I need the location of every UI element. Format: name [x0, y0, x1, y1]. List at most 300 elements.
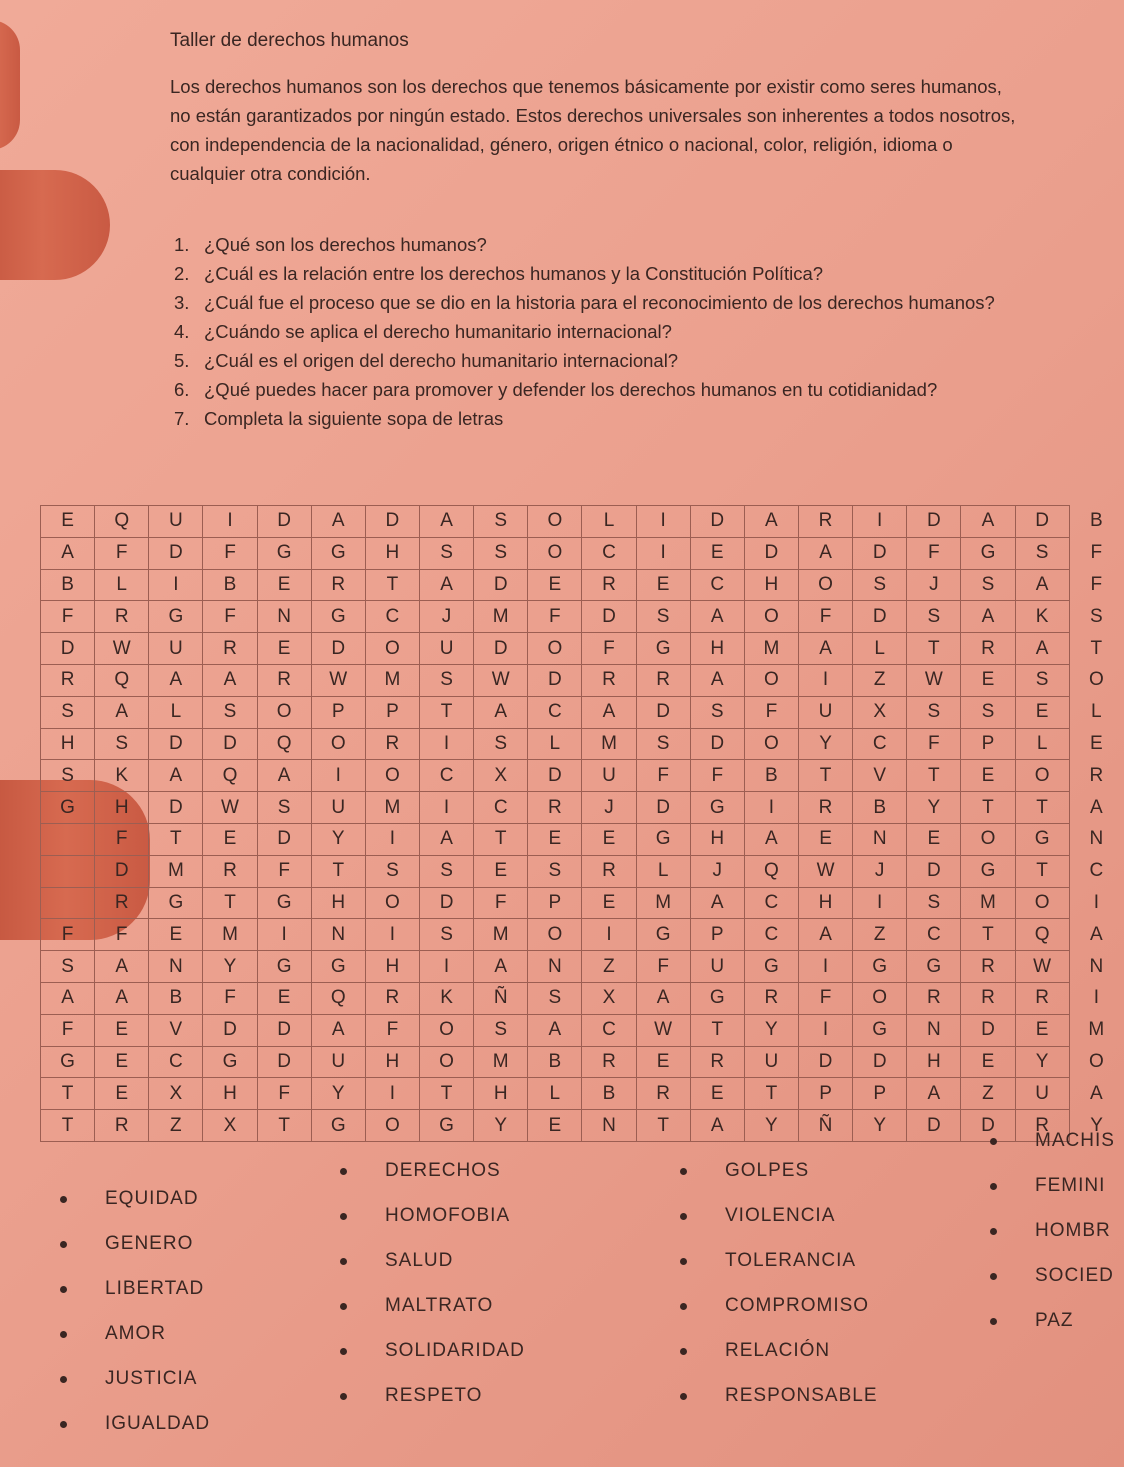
- word-list-item: SOLIDARIDAD: [385, 1340, 525, 1361]
- grid-cell: F: [95, 537, 149, 569]
- grid-cell: Q: [1015, 919, 1069, 951]
- grid-cell: Y: [744, 1014, 798, 1046]
- grid-cell: O: [744, 728, 798, 760]
- grid-cell: J: [419, 601, 473, 633]
- grid-cell: I: [311, 760, 365, 792]
- intro-paragraph: Los derechos humanos son los derechos que tenemos básicamente por existir como seres humanos, no están garantizados por ningún estado. Estos derechos universales son inherentes a todos nosotros, con independencia de la nacionalidad, género, origen étnico o nacional, color, religión, idioma o cualquier otra condición.: [170, 76, 1016, 184]
- grid-cell: J: [690, 855, 744, 887]
- grid-cell: T: [365, 569, 419, 601]
- grid-cell: N: [853, 823, 907, 855]
- grid-cell: E: [690, 537, 744, 569]
- grid-cell: I: [853, 506, 907, 538]
- grid-cell: [41, 887, 95, 919]
- grid-cell: S: [528, 855, 582, 887]
- grid-cell: L: [95, 569, 149, 601]
- grid-cell: S: [474, 537, 528, 569]
- grid-cell: F: [582, 633, 636, 665]
- grid-cell: S: [257, 792, 311, 824]
- grid-cell: Q: [311, 982, 365, 1014]
- grid-cell: B: [41, 569, 95, 601]
- grid-cell: F: [636, 951, 690, 983]
- grid-cell: B: [744, 760, 798, 792]
- grid-cell: C: [419, 760, 473, 792]
- grid-cell: T: [907, 760, 961, 792]
- grid-cell: F: [95, 823, 149, 855]
- word-list-item: HOMOFOBIA: [385, 1205, 511, 1226]
- grid-cell: E: [474, 855, 528, 887]
- grid-cell: R: [636, 1078, 690, 1110]
- grid-cell: T: [636, 1110, 690, 1142]
- grid-cell: N: [907, 1014, 961, 1046]
- grid-cell: N: [582, 1110, 636, 1142]
- grid-cell: A: [95, 951, 149, 983]
- word-list-item: FEMINI: [1035, 1175, 1106, 1196]
- bullet-icon: [340, 1303, 347, 1310]
- grid-cell: I: [257, 919, 311, 951]
- grid-cell: E: [203, 823, 257, 855]
- grid-cell: W: [798, 855, 852, 887]
- question-text: Completa la siguiente sopa de letras: [204, 408, 504, 429]
- word-list-item: JUSTICIA: [105, 1368, 198, 1389]
- grid-cell: A: [636, 982, 690, 1014]
- grid-cell: W: [907, 664, 961, 696]
- bullet-icon: [60, 1421, 67, 1428]
- grid-cell: B: [853, 792, 907, 824]
- grid-cell: P: [961, 728, 1015, 760]
- grid-cell: O: [1088, 669, 1104, 691]
- grid-cell: H: [365, 537, 419, 569]
- grid-cell: G: [311, 951, 365, 983]
- grid-cell: M: [1088, 1019, 1105, 1041]
- grid-cell: O: [528, 919, 582, 951]
- grid-cell: Y: [853, 1110, 907, 1142]
- grid-cell: O: [1088, 1050, 1104, 1072]
- question-text: ¿Cuál fue el proceso que se dio en la historia para el reconocimiento de los derechos humanos?: [204, 292, 995, 313]
- grid-cell: B: [528, 1046, 582, 1078]
- grid-cell: A: [149, 760, 203, 792]
- grid-cell: F: [1090, 573, 1103, 595]
- question-item: [174, 404, 1034, 433]
- grid-cell: U: [311, 792, 365, 824]
- grid-cell: A: [1015, 569, 1069, 601]
- grid-row: [41, 506, 1124, 538]
- grid-cell: T: [1015, 855, 1069, 887]
- grid-cell: J: [582, 792, 636, 824]
- grid-cell: V: [853, 760, 907, 792]
- grid-cell: O: [528, 633, 582, 665]
- question-item: [174, 288, 1034, 317]
- grid-cell: Y: [907, 792, 961, 824]
- grid-cell: N: [1089, 828, 1104, 850]
- grid-cell: H: [798, 887, 852, 919]
- grid-cell: R: [1015, 1110, 1069, 1142]
- grid-cell: D: [149, 792, 203, 824]
- question-text: ¿Qué puedes hacer para promover y defender los derechos humanos en tu cotidianidad?: [204, 379, 938, 400]
- grid-cell: F: [907, 537, 961, 569]
- grid-cell: T: [41, 1110, 95, 1142]
- grid-cell: Z: [149, 1110, 203, 1142]
- grid-cell: O: [257, 696, 311, 728]
- grid-cell: S: [636, 601, 690, 633]
- grid-cell: W: [203, 792, 257, 824]
- grid-cell: X: [149, 1078, 203, 1110]
- grid-cell: U: [798, 696, 852, 728]
- question-item: [174, 346, 1034, 375]
- word-list-item: TOLERANCIA: [725, 1250, 857, 1271]
- grid-row: [41, 919, 1124, 951]
- grid-cell: G: [636, 823, 690, 855]
- grid-cell: D: [853, 601, 907, 633]
- bullet-icon: [60, 1196, 67, 1203]
- grid-cell: S: [474, 506, 528, 538]
- word-list-item: RESPETO: [385, 1385, 483, 1406]
- grid-cell: A: [798, 633, 852, 665]
- grid-cell: A: [961, 506, 1015, 538]
- grid-cell: G: [690, 792, 744, 824]
- grid-cell: A: [1089, 796, 1103, 818]
- grid-cell: S: [365, 855, 419, 887]
- grid-cell: W: [636, 1014, 690, 1046]
- grid-cell: R: [1015, 982, 1069, 1014]
- bullet-icon: [340, 1348, 347, 1355]
- grid-cell: I: [365, 823, 419, 855]
- grid-cell: N: [257, 601, 311, 633]
- word-list-item: GENERO: [105, 1233, 194, 1254]
- grid-cell: L: [528, 728, 582, 760]
- grid-cell: K: [95, 760, 149, 792]
- grid-cell: B: [203, 569, 257, 601]
- grid-cell: M: [203, 919, 257, 951]
- grid-cell: L: [1015, 728, 1069, 760]
- grid-cell: M: [636, 887, 690, 919]
- grid-cell: F: [203, 537, 257, 569]
- grid-cell: G: [311, 1110, 365, 1142]
- grid-cell: I: [798, 664, 852, 696]
- grid-cell: X: [474, 760, 528, 792]
- grid-cell: Q: [257, 728, 311, 760]
- grid-cell: E: [257, 982, 311, 1014]
- grid-cell: M: [474, 919, 528, 951]
- grid-cell: R: [95, 1110, 149, 1142]
- grid-cell: M: [582, 728, 636, 760]
- grid-cell: R: [1089, 764, 1104, 786]
- grid-cell: S: [419, 664, 473, 696]
- grid-cell: N: [528, 951, 582, 983]
- grid-cell: I: [798, 951, 852, 983]
- word-list-item: PAZ: [1035, 1310, 1074, 1331]
- grid-row: [41, 855, 1124, 887]
- grid-cell: L: [1091, 701, 1102, 723]
- grid-cell: P: [311, 696, 365, 728]
- grid-cell: L: [149, 696, 203, 728]
- grid-cell: O: [798, 569, 852, 601]
- grid-cell: R: [311, 569, 365, 601]
- grid-cell: G: [744, 951, 798, 983]
- grid-cell: C: [690, 569, 744, 601]
- grid-cell: G: [41, 792, 95, 824]
- question-number: 5.: [174, 350, 190, 371]
- grid-cell: D: [961, 1014, 1015, 1046]
- grid-cell: I: [1093, 987, 1099, 1009]
- bullet-icon: [60, 1331, 67, 1338]
- grid-cell: C: [528, 696, 582, 728]
- grid-cell: D: [474, 633, 528, 665]
- grid-cell: G: [907, 951, 961, 983]
- grid-cell: F: [41, 1014, 95, 1046]
- word-list-item: AMOR: [105, 1323, 166, 1344]
- grid-cell: G: [961, 537, 1015, 569]
- grid-cell: O: [365, 887, 419, 919]
- question-item: [174, 317, 1034, 346]
- word-list-item: IGUALDAD: [105, 1413, 211, 1434]
- grid-cell: O: [1015, 887, 1069, 919]
- grid-cell: A: [690, 664, 744, 696]
- grid-cell: F: [365, 1014, 419, 1046]
- grid-cell: G: [311, 537, 365, 569]
- grid-cell: A: [528, 1014, 582, 1046]
- grid-cell: E: [690, 1078, 744, 1110]
- bullet-icon: [340, 1168, 347, 1175]
- grid-cell: [41, 823, 95, 855]
- question-text: ¿Qué son los derechos humanos?: [204, 234, 487, 255]
- grid-cell: G: [149, 601, 203, 633]
- grid-cell: P: [528, 887, 582, 919]
- grid-cell: I: [798, 1014, 852, 1046]
- grid-cell: K: [419, 982, 473, 1014]
- grid-cell: S: [41, 760, 95, 792]
- grid-cell: R: [961, 951, 1015, 983]
- grid-cell: S: [961, 696, 1015, 728]
- grid-cell: F: [203, 601, 257, 633]
- grid-cell: O: [311, 728, 365, 760]
- grid-row: [41, 887, 1124, 919]
- grid-cell: Q: [744, 855, 798, 887]
- grid-cell: R: [95, 887, 149, 919]
- grid-row: [41, 633, 1124, 665]
- grid-cell: S: [41, 696, 95, 728]
- grid-cell: D: [853, 1046, 907, 1078]
- grid-cell: D: [149, 537, 203, 569]
- grid-cell: Y: [1015, 1046, 1069, 1078]
- grid-cell: T: [41, 1078, 95, 1110]
- word-list-item: VIOLENCIA: [725, 1205, 836, 1226]
- grid-cell: F: [474, 887, 528, 919]
- grid-cell: D: [41, 633, 95, 665]
- grid-cell: G: [203, 1046, 257, 1078]
- grid-cell: G: [690, 982, 744, 1014]
- grid-row: [41, 664, 1124, 696]
- grid-cell: D: [690, 506, 744, 538]
- grid-cell: C: [853, 728, 907, 760]
- grid-cell: A: [1089, 923, 1103, 945]
- grid-cell: B: [1089, 510, 1103, 532]
- grid-cell: F: [41, 601, 95, 633]
- grid-cell: R: [365, 728, 419, 760]
- grid-row: [41, 951, 1124, 983]
- grid-cell: H: [690, 823, 744, 855]
- grid-cell: T: [744, 1078, 798, 1110]
- grid-cell: H: [907, 1046, 961, 1078]
- grid-cell: M: [744, 633, 798, 665]
- question-number: 2.: [174, 263, 190, 284]
- grid-cell: C: [744, 919, 798, 951]
- grid-cell: E: [582, 887, 636, 919]
- grid-cell: R: [690, 1046, 744, 1078]
- word-list-item: SALUD: [385, 1250, 454, 1271]
- grid-cell: F: [528, 601, 582, 633]
- grid-cell: Y: [798, 728, 852, 760]
- grid-cell: J: [907, 569, 961, 601]
- grid-cell: A: [474, 951, 528, 983]
- grid-cell: E: [528, 1110, 582, 1142]
- question-item: [174, 230, 1034, 259]
- grid-cell: E: [961, 1046, 1015, 1078]
- grid-cell: S: [528, 982, 582, 1014]
- grid-cell: G: [41, 1046, 95, 1078]
- grid-cell: [41, 855, 95, 887]
- grid-cell: L: [528, 1078, 582, 1110]
- bullet-icon: [680, 1348, 687, 1355]
- bullet-icon: [990, 1228, 997, 1235]
- grid-cell: S: [419, 855, 473, 887]
- grid-cell: M: [961, 887, 1015, 919]
- grid-cell: L: [853, 633, 907, 665]
- grid-cell: R: [582, 664, 636, 696]
- grid-cell: W: [311, 664, 365, 696]
- word-list-item: MACHIS: [1035, 1130, 1115, 1151]
- grid-cell: R: [961, 633, 1015, 665]
- grid-cell: D: [257, 1014, 311, 1046]
- grid-cell: D: [1015, 506, 1069, 538]
- grid-cell: A: [474, 696, 528, 728]
- question-item: [174, 375, 1034, 404]
- grid-cell: R: [798, 506, 852, 538]
- grid-cell: H: [474, 1078, 528, 1110]
- grid-row: [41, 1078, 1124, 1110]
- grid-cell: D: [257, 506, 311, 538]
- grid-cell: E: [149, 919, 203, 951]
- word-list-item: GOLPES: [725, 1160, 810, 1181]
- grid-cell: Y: [474, 1110, 528, 1142]
- grid-cell: T: [1015, 792, 1069, 824]
- bullet-icon: [60, 1286, 67, 1293]
- grid-cell: X: [853, 696, 907, 728]
- word-list-item: HOMBR: [1035, 1220, 1111, 1241]
- grid-row: [41, 1014, 1124, 1046]
- question-number: 7.: [174, 408, 190, 429]
- grid-cell: A: [907, 1078, 961, 1110]
- grid-cell: F: [636, 760, 690, 792]
- grid-cell: R: [41, 664, 95, 696]
- question-text: ¿Cuál es el origen del derecho humanitario internacional?: [204, 350, 679, 371]
- finger-middle: [0, 170, 110, 280]
- grid-cell: O: [961, 823, 1015, 855]
- grid-cell: R: [798, 792, 852, 824]
- grid-cell: D: [528, 760, 582, 792]
- grid-cell: D: [636, 792, 690, 824]
- question-text: ¿Cuál es la relación entre los derechos humanos y la Constitución Política?: [204, 263, 824, 284]
- grid-cell: O: [365, 1110, 419, 1142]
- grid-cell: G: [636, 633, 690, 665]
- grid-cell: E: [528, 823, 582, 855]
- grid-cell: D: [744, 537, 798, 569]
- grid-cell: S: [474, 1014, 528, 1046]
- grid-cell: F: [744, 696, 798, 728]
- bullet-icon: [60, 1376, 67, 1383]
- grid-cell: I: [1093, 891, 1099, 913]
- grid-cell: R: [365, 982, 419, 1014]
- grid-cell: A: [203, 664, 257, 696]
- grid-cell: M: [365, 792, 419, 824]
- grid-cell: U: [690, 951, 744, 983]
- grid-cell: E: [41, 506, 95, 538]
- grid-cell: S: [1089, 605, 1103, 627]
- grid-cell: R: [203, 855, 257, 887]
- grid-cell: E: [798, 823, 852, 855]
- grid-cell: A: [798, 919, 852, 951]
- grid-cell: S: [203, 696, 257, 728]
- grid-cell: A: [690, 1110, 744, 1142]
- question-list: [174, 230, 1034, 433]
- grid-cell: R: [203, 633, 257, 665]
- grid-cell: T: [474, 823, 528, 855]
- grid-cell: D: [907, 855, 961, 887]
- grid-cell: Z: [853, 919, 907, 951]
- grid-cell: A: [690, 887, 744, 919]
- grid-cell: A: [419, 823, 473, 855]
- grid-cell: A: [582, 696, 636, 728]
- grid-cell: J: [853, 855, 907, 887]
- grid-cell: C: [149, 1046, 203, 1078]
- grid-cell: K: [1015, 601, 1069, 633]
- grid-cell: G: [311, 601, 365, 633]
- grid-cell: R: [961, 982, 1015, 1014]
- grid-cell: E: [961, 760, 1015, 792]
- grid-cell: U: [744, 1046, 798, 1078]
- grid-cell: R: [582, 1046, 636, 1078]
- grid-cell: W: [1015, 951, 1069, 983]
- grid-cell: C: [365, 601, 419, 633]
- grid-cell: A: [311, 1014, 365, 1046]
- grid-cell: H: [311, 887, 365, 919]
- grid-cell: F: [690, 760, 744, 792]
- grid-cell: N: [1089, 955, 1104, 977]
- question-text: ¿Cuándo se aplica el derecho humanitario internacional?: [204, 321, 672, 342]
- grid-cell: U: [1015, 1078, 1069, 1110]
- grid-cell: H: [365, 1046, 419, 1078]
- question-item: [174, 259, 1034, 288]
- grid-cell: E: [636, 1046, 690, 1078]
- grid-cell: D: [95, 855, 149, 887]
- grid-cell: N: [149, 951, 203, 983]
- grid-cell: H: [365, 951, 419, 983]
- grid-cell: S: [853, 569, 907, 601]
- grid-cell: P: [365, 696, 419, 728]
- grid-cell: F: [798, 982, 852, 1014]
- grid-cell: D: [203, 1014, 257, 1046]
- grid-cell: R: [907, 982, 961, 1014]
- grid-cell: S: [419, 537, 473, 569]
- grid-cell: M: [474, 1046, 528, 1078]
- grid-cell: F: [95, 919, 149, 951]
- grid-cell: M: [474, 601, 528, 633]
- grid-cell: T: [961, 919, 1015, 951]
- grid-row: [41, 792, 1124, 824]
- grid-cell: D: [636, 696, 690, 728]
- grid-cell: A: [419, 506, 473, 538]
- grid-cell: O: [1015, 760, 1069, 792]
- grid-cell: G: [257, 887, 311, 919]
